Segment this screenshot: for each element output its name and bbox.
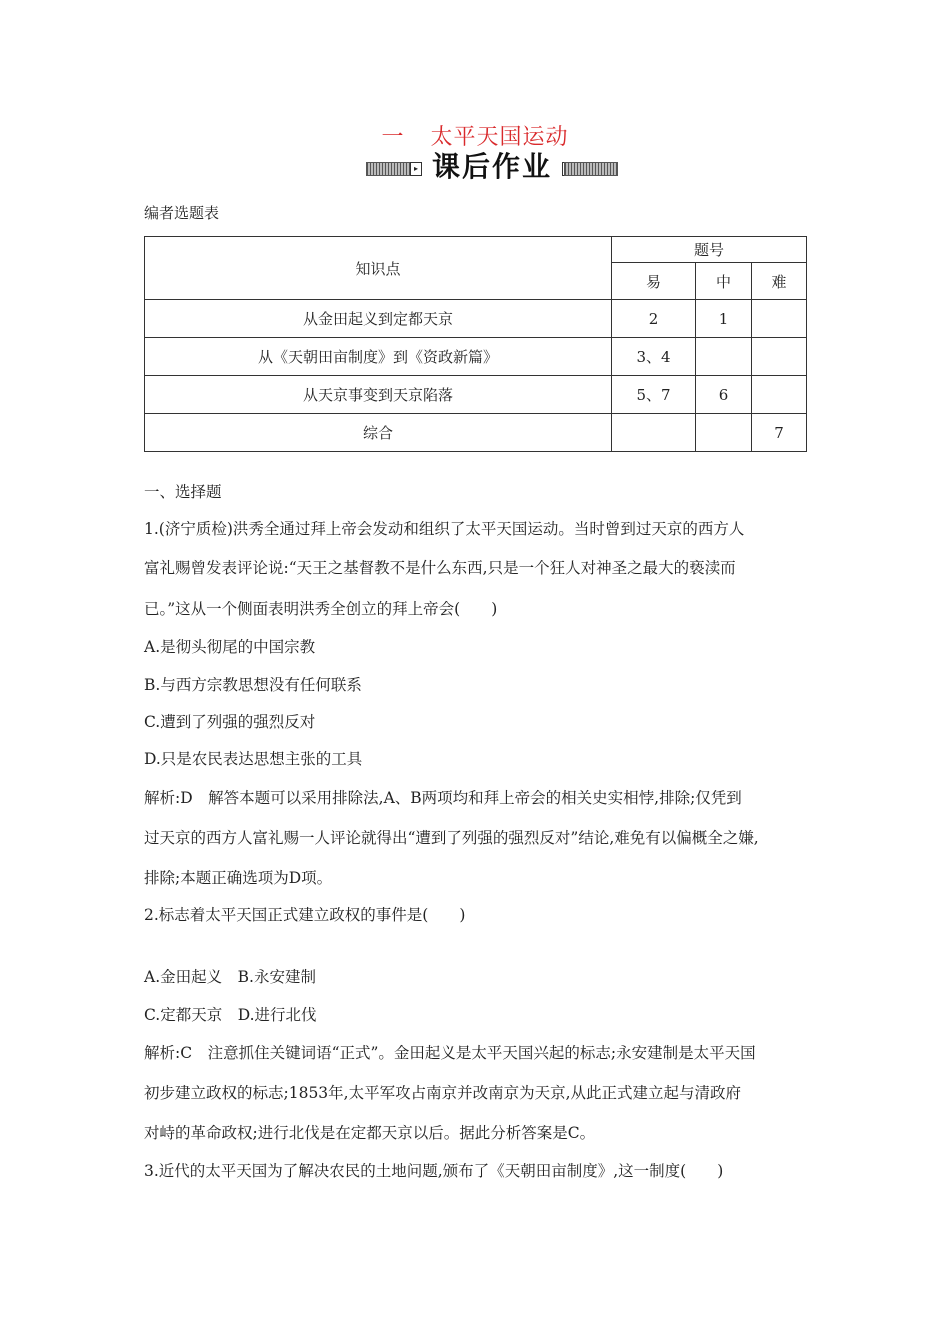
table-caption: 编者选题表 <box>144 204 220 222</box>
easy-cell: 2 <box>612 300 696 338</box>
q2-analysis-line-2: 初步建立政权的标志;1853年,太平军攻占南京并改南京为天京,从此正式建立起与清政府 <box>144 1084 742 1102</box>
medium-cell <box>696 414 752 452</box>
table-row <box>145 376 807 414</box>
header-hard: 难 <box>752 263 807 300</box>
lesson-title-text: 太平天国运动 <box>430 125 569 150</box>
play-right-icon: ▸ <box>410 162 422 176</box>
hard-cell <box>752 300 807 338</box>
homework-banner <box>366 150 618 184</box>
banner-text: 课后作业 <box>431 150 552 183</box>
q1-stem-line-1: 1.(济宁质检)洪秀全通过拜上帝会发动和组织了太平天国运动。当时曾到过天京的西方人 <box>144 520 745 538</box>
q2-analysis-line-1: 解析:C 注意抓住关键词语“正式”。金田起义是太平天国兴起的标志;永安建制是太平天国 <box>144 1044 756 1062</box>
lesson-title <box>0 120 950 151</box>
q1-option-c: C.遭到了列强的强烈反对 <box>144 713 316 731</box>
topic-cell: 从金田起义到定都天京 <box>145 300 612 338</box>
q1-analysis-line-1: 解析:D 解答本题可以采用排除法,A、B两项均和拜上帝会的相关史实相悖,排除;仅凭到 <box>144 789 742 807</box>
section-title: 一、选择题 <box>144 483 222 501</box>
hard-cell <box>752 338 807 376</box>
q1-stem-line-2: 富礼赐曾发表评论说:“天王之基督教不是什么东西,只是一个狂人对神圣之最大的亵渎而 <box>144 559 736 577</box>
q2-options-cd: C.定都天京 D.进行北伐 <box>144 1006 317 1024</box>
topic-cell: 从《天朝田亩制度》到《资政新篇》 <box>145 338 612 376</box>
q1-option-b: B.与西方宗教思想没有任何联系 <box>144 676 362 694</box>
medium-cell: 6 <box>696 376 752 414</box>
q2-options-ab: A.金田起义 B.永安建制 <box>144 968 316 986</box>
q3-stem: 3.近代的太平天国为了解决农民的土地问题,颁布了《天朝田亩制度》,这一制度( ) <box>144 1162 724 1180</box>
header-medium: 中 <box>696 263 752 300</box>
table-row <box>145 338 807 376</box>
medium-cell: 1 <box>696 300 752 338</box>
q2-analysis-line-3: 对峙的革命政权;进行北伐是在定都天京以后。据此分析答案是C。 <box>144 1124 596 1142</box>
easy-cell: 5、7 <box>612 376 696 414</box>
topic-cell: 从天京事变到天京陷落 <box>145 376 612 414</box>
lesson-number: 一 <box>381 125 405 150</box>
question-selection-table <box>144 236 807 452</box>
q1-option-a: A.是彻头彻尾的中国宗教 <box>144 638 316 656</box>
q1-stem-line-3: 已。”这从一个侧面表明洪秀全创立的拜上帝会( ) <box>144 600 498 618</box>
q1-analysis-line-2: 过天京的西方人富礼赐一人评论就得出“遭到了列强的强烈反对”结论,难免有以偏概全之嫌, <box>144 829 759 847</box>
table-row <box>145 414 807 452</box>
table-row <box>145 300 807 338</box>
medium-cell <box>696 338 752 376</box>
q1-option-d: D.只是农民表达思想主张的工具 <box>144 750 363 768</box>
header-easy: 易 <box>612 263 696 300</box>
hard-cell <box>752 376 807 414</box>
topic-cell: 综合 <box>145 414 612 452</box>
easy-cell: 3、4 <box>612 338 696 376</box>
q2-stem: 2.标志着太平天国正式建立政权的事件是( ) <box>144 906 466 924</box>
hard-cell: 7 <box>752 414 807 452</box>
header-knowledge-point: 知识点 <box>145 237 612 300</box>
easy-cell <box>612 414 696 452</box>
banner-right-bar <box>564 162 618 176</box>
q1-analysis-line-3: 排除;本题正确选项为D项。 <box>144 869 333 887</box>
header-question-number: 题号 <box>612 237 807 263</box>
